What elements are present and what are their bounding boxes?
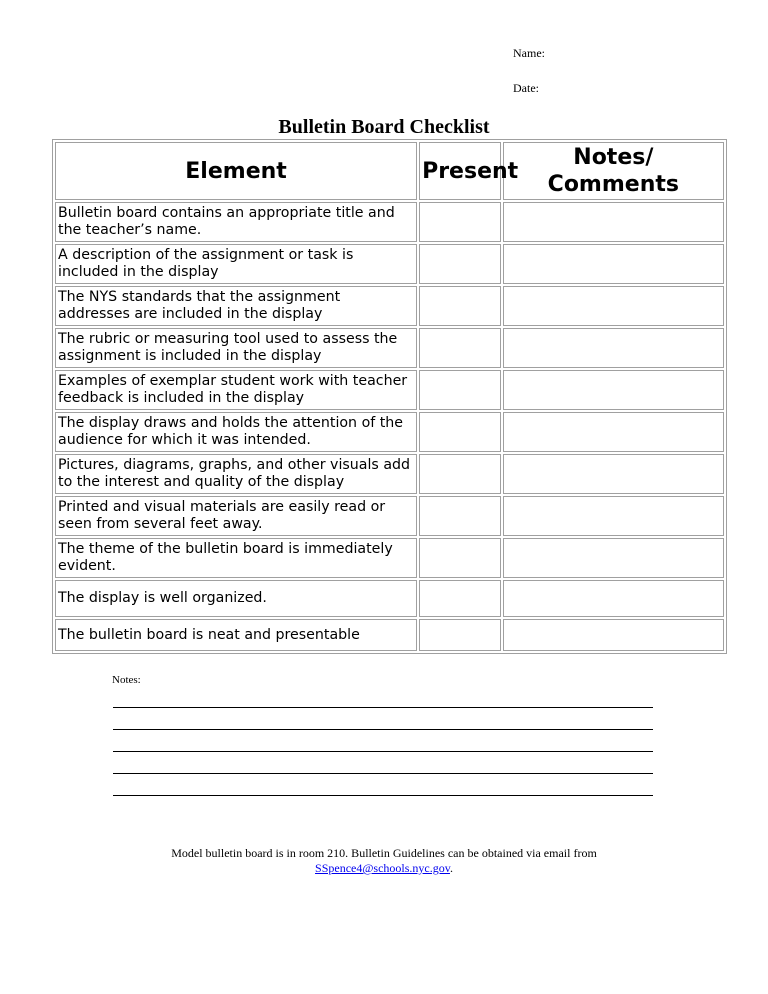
notes-cell[interactable] [503, 496, 724, 536]
present-cell[interactable] [419, 496, 501, 536]
footer [0, 846, 768, 876]
element-cell: Examples of exemplar student work with teacher feedback is included in the display [55, 370, 417, 410]
column-header-present: Present [419, 142, 501, 200]
table-row [55, 580, 724, 617]
notes-cell[interactable] [503, 580, 724, 617]
present-cell[interactable] [419, 202, 501, 242]
table-row [55, 496, 724, 536]
page-title: Bulletin Board Checklist [278, 116, 490, 138]
table-row [55, 412, 724, 452]
element-cell: The rubric or measuring tool used to assess the assignment is included in the display [55, 328, 417, 368]
notes-cell[interactable] [503, 619, 724, 651]
present-cell[interactable] [419, 580, 501, 617]
column-header-element: Element [55, 142, 417, 200]
notes-cell[interactable] [503, 538, 724, 578]
table-row [55, 619, 724, 651]
notes-line [113, 773, 653, 774]
footer-text: Model bulletin board is in room 210. Bulletin Guidelines can be obtained via email from [171, 846, 597, 860]
table-row [55, 454, 724, 494]
element-cell: The bulletin board is neat and presentable [55, 619, 417, 651]
present-cell[interactable] [419, 454, 501, 494]
table-row [55, 286, 724, 326]
notes-line [113, 795, 653, 796]
notes-cell[interactable] [503, 370, 724, 410]
notes-cell[interactable] [503, 286, 724, 326]
element-cell: A description of the assignment or task is included in the display [55, 244, 417, 284]
present-cell[interactable] [419, 244, 501, 284]
table-row [55, 202, 724, 242]
element-cell: Bulletin board contains an appropriate title and the teacher’s name. [55, 202, 417, 242]
notes-line [113, 707, 653, 708]
notes-cell[interactable] [503, 244, 724, 284]
element-cell: Printed and visual materials are easily read or seen from several feet away. [55, 496, 417, 536]
element-cell: The NYS standards that the assignment addresses are included in the display [55, 286, 417, 326]
present-cell[interactable] [419, 370, 501, 410]
present-cell[interactable] [419, 538, 501, 578]
table-header-row [55, 142, 724, 200]
notes-cell[interactable] [503, 412, 724, 452]
table-row [55, 328, 724, 368]
email-link[interactable]: SSpence4@schools.nyc.gov [315, 861, 450, 875]
date-label: Date: [513, 81, 539, 95]
present-cell[interactable] [419, 328, 501, 368]
footer-period: . [449, 861, 453, 875]
element-cell: Pictures, diagrams, graphs, and other visuals add to the interest and quality of the display [55, 454, 417, 494]
notes-cell[interactable] [503, 454, 724, 494]
notes-label: Notes: [112, 674, 141, 686]
notes-line [113, 751, 653, 752]
checklist-table [52, 139, 727, 654]
notes-line [113, 729, 653, 730]
element-cell: The theme of the bulletin board is immediately evident. [55, 538, 417, 578]
notes-cell[interactable] [503, 328, 724, 368]
element-cell: The display draws and holds the attention of the audience for which it was intended. [55, 412, 417, 452]
present-cell[interactable] [419, 412, 501, 452]
notes-cell[interactable] [503, 202, 724, 242]
table-row [55, 370, 724, 410]
present-cell[interactable] [419, 286, 501, 326]
element-cell: The display is well organized. [55, 580, 417, 617]
table-row [55, 244, 724, 284]
column-header-notes: Notes/ Comments [503, 142, 724, 200]
present-cell[interactable] [419, 619, 501, 651]
name-label: Name: [513, 46, 545, 60]
table-row [55, 538, 724, 578]
